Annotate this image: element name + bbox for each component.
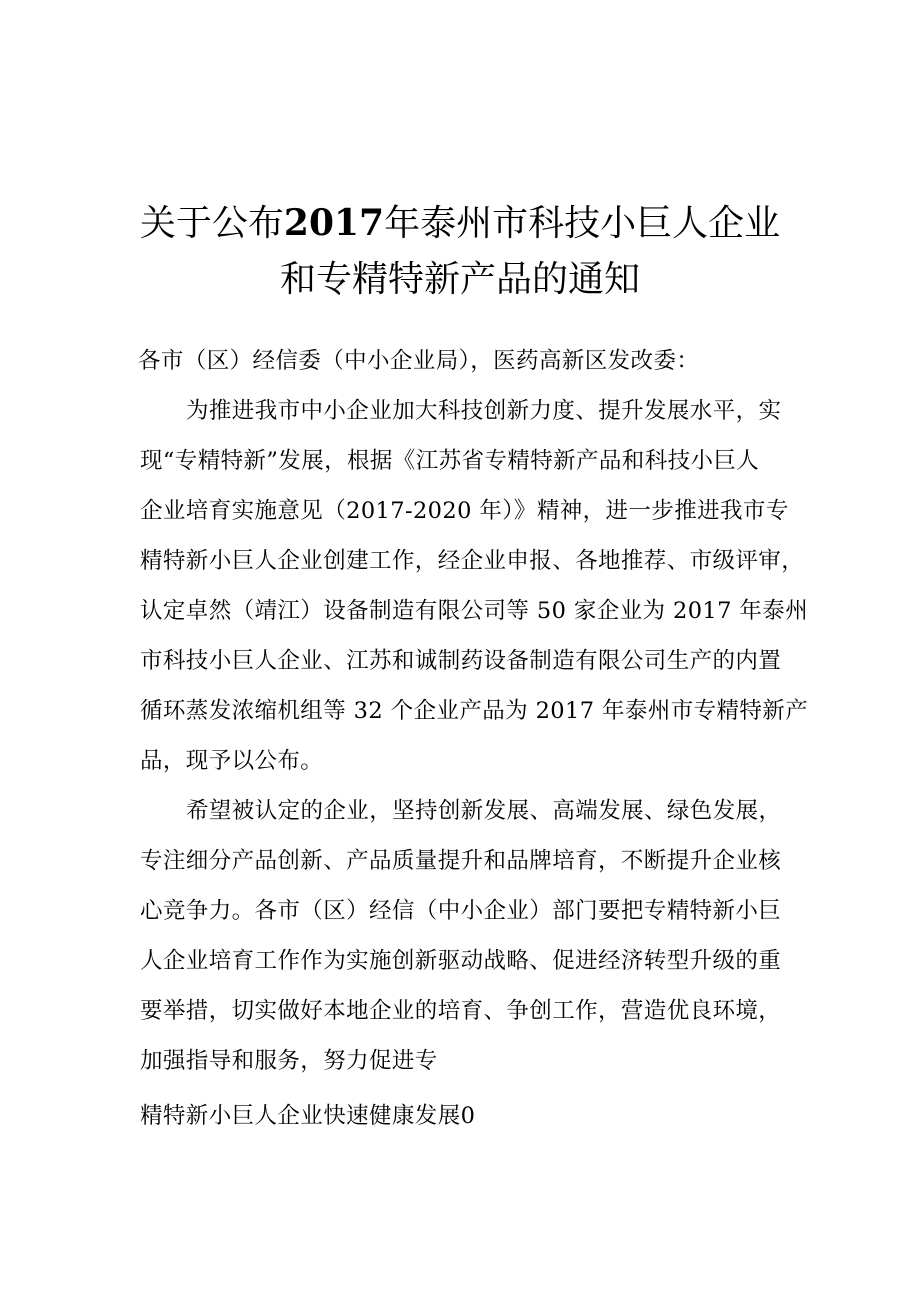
title-line-2: 和专精特新产品的通知: [279, 259, 640, 300]
title-prefix: 关于公布: [139, 203, 284, 244]
body-line: 人企业培育工作作为实施创新驱动战略、促进经济转型升级的重: [140, 948, 782, 974]
title-year: 2017: [283, 202, 385, 244]
title-line-1: [0, 195, 920, 252]
body-line: 现“专精特新”发展，根据《江苏省专精特新产品和科技小巨人: [140, 448, 760, 474]
body-line: 心竞争力。各市（区）经信（中小企业）部门要把专精特新小巨: [140, 898, 782, 924]
salutation-line: 各市（区）经信委（中小企业局），医药高新区发改委：: [138, 348, 700, 374]
body-line: 市科技小巨人企业、江苏和诚制药设备制造有限公司生产的内置: [140, 648, 782, 674]
body-line: 要举措，切实做好本地企业的培育、争创工作，营造优良环境，: [140, 998, 782, 1024]
body-line: 认定卓然（靖江）设备制造有限公司等 50 家企业为 2017 年泰州: [140, 598, 809, 624]
body-line: 精特新小巨人企业快速健康发展0: [140, 1103, 476, 1129]
body-line: 加强指导和服务，努力促进专: [140, 1048, 438, 1074]
body-line: 希望被认定的企业，坚持创新发展、高端发展、绿色发展，: [186, 798, 782, 824]
body-line: 循环蒸发浓缩机组等 32 个企业产品为 2017 年泰州市专精特新产: [140, 698, 809, 724]
title-suffix: 年泰州市科技小巨人企业: [384, 203, 781, 244]
body-line: 为推进我市中小企业加大科技创新力度、提升发展水平，实: [186, 398, 782, 424]
notice-title: [0, 195, 920, 308]
body-line: 专注细分产品创新、产品质量提升和品牌培育，不断提升企业核: [140, 848, 782, 874]
body-line: 企业培育实施意见（2017-2020 年）》精神，进一步推进我市专: [140, 498, 789, 524]
body-line: 精特新小巨人企业创建工作，经企业申报、各地推荐、市级评审，: [140, 548, 805, 574]
body-line: 品，现予以公布。: [140, 748, 324, 774]
